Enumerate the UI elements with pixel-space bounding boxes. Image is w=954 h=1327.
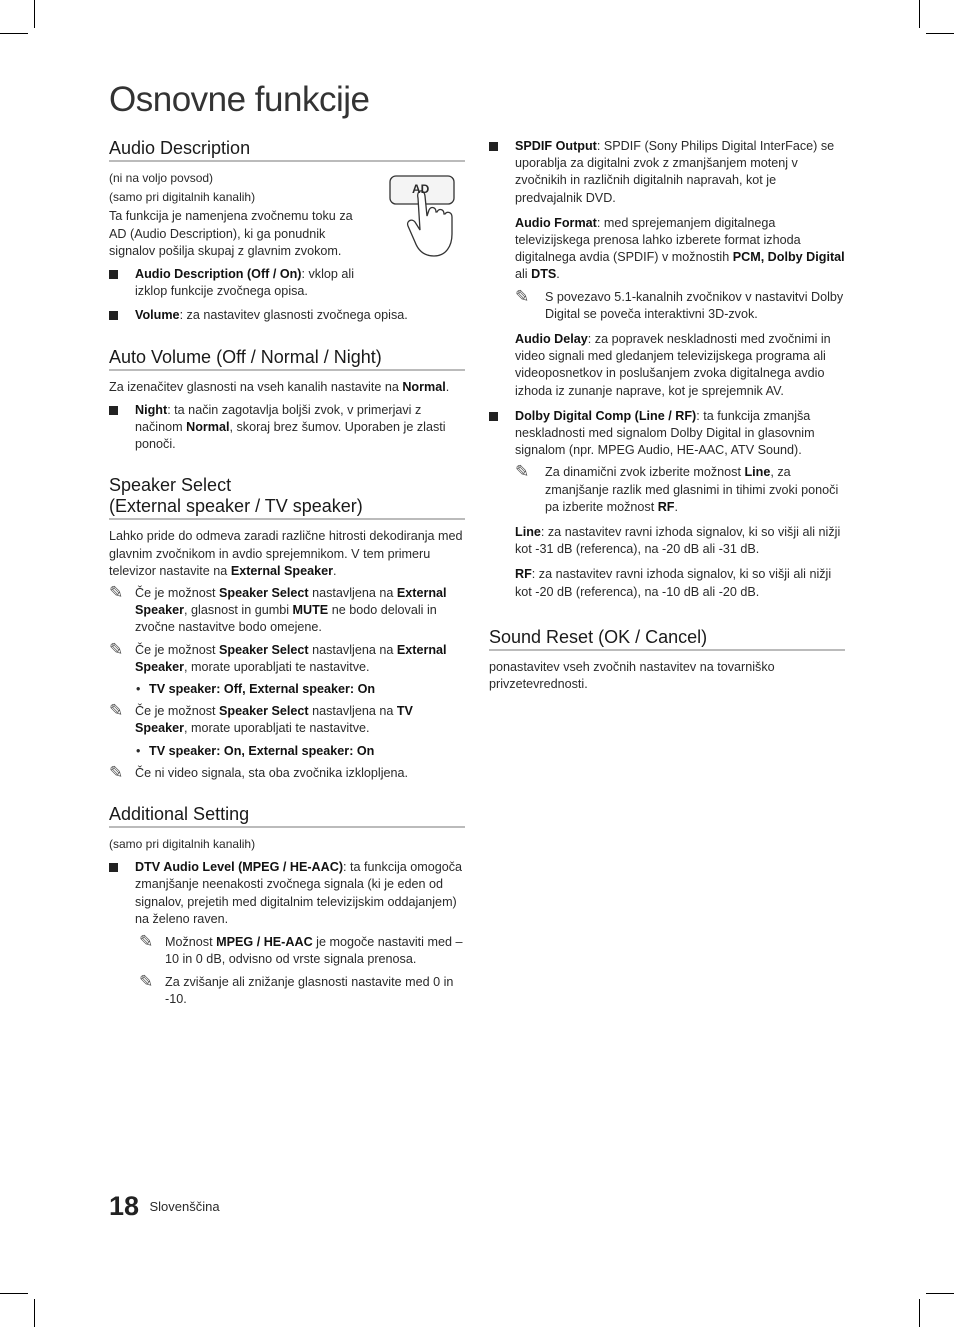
pencil-note-icon: ✎ [109,701,124,721]
list-item: Dolby Digital Comp (Line / RF): ta funkcija zmanjša neskladnosti med signalom Dolby Digital in glasovnim signalom (npr. MPEG Audio, HE-AAC, ATV Sound). [489,408,845,460]
dot-bullet-icon: • [136,682,141,697]
crop-mark [0,1293,28,1294]
square-bullet-icon [489,412,498,421]
option-label: Volume [135,308,180,323]
option-text: : za nastavitev glasnosti zvočnega opisa. [179,308,408,323]
page-number: 18 [109,1191,140,1221]
crop-mark [919,0,920,28]
note-item: ✎ S povezavo 5.1-kanalnih zvočnikov v nastavitvi Dolby Digital se poveča interaktivni 3D-zvok. [515,286,844,321]
digital-only-note: (samo pri digitalnih kanalih) [109,837,256,852]
list-item [109,307,465,324]
section-heading-additional-setting: Additional Setting [109,804,465,828]
list-item [109,266,375,300]
crop-mark [926,33,954,34]
section-heading-speaker-select [109,475,465,520]
note-item: ✎ Za dinamični zvok izberite možnost Line, za zmanjšanje razlik med glasnimi in tihimi zvoki ponoči pa izberite možnost RF. [515,462,839,514]
crop-mark [919,1299,920,1327]
left-column [109,138,465,1008]
option-text: : vklop ali izklop funkcije zvočnega opisa. [135,267,355,299]
heading-line: Speaker Select [109,475,232,496]
option-label: Audio Description (Off / On) [135,267,302,282]
heading-line: (External speaker / TV speaker) [109,496,363,517]
list-item: SPDIF Output: SPDIF (Sony Philips Digital InterFace) se uporablja za digitalni zvok z zmanjšanjem motenj v zvočnikih in različnih digitalnih napravah, kot je predvajalnik DVD. [489,138,845,207]
note-item: ✎ Če je možnost Speaker Select nastavljena na External Speaker, morate uporabljati te nastavitve. [109,639,447,674]
list-item: DTV Audio Level (MPEG / HE-AAC): ta funkcija omogoča zmanjšanje neenakosti zvočnega signala (ki je eden od signalov, prejetih med digitalnim televizijskim oddajanjem) na želeno raven. [109,859,465,928]
list-item: Night: ta način zagotavlja boljši zvok, v primerjavi z načinom Normal, skoraj brez šumov. Uporaben je zlasti ponoči. [109,402,465,454]
paragraph: Ta funkcija je namenjena zvočnemu toku za AD (Audio Description), ki ga ponudnik signalov pošilja skupaj z glavnim zvokom. [109,209,353,258]
sub-paragraph: Line: za nastavitev ravni izhoda signalov, ki so višji ali nižji kot -31 dB (referenca), na -20 dB ali -31 dB. [515,525,841,557]
paragraph: Lahko pride do odmeva zaradi različne hitrosti dekodiranja med glavnim zvočnikom in avdio sprejemnikom. V tem primeru televizor nastavite na External Speaker. [109,529,463,578]
section-heading-auto-volume: Auto Volume (Off / Normal / Night) [109,347,465,371]
page-footer [109,1191,220,1222]
sub-paragraph: Audio Delay: za popravek neskladnosti med zvočnimi in video signali med gledanjem televizijskega programa ali videoposnetkov in poslušanjem zvoka digitalnega avdio izhoda iz zunanje naprave, kot je sprejemnik AV. [515,332,831,398]
crop-mark [926,1293,954,1294]
language-label: Slovenščina [149,1199,220,1214]
section-heading-sound-reset: Sound Reset (OK / Cancel) [489,627,845,651]
pencil-note-icon: ✎ [139,971,154,991]
sub-bullet-item: • TV speaker: On, External speaker: On [109,743,465,760]
crop-mark [34,0,35,28]
note-item: ✎ Za zvišanje ali znižanje glasnosti nastavite med 0 in -10. [139,971,454,1006]
square-bullet-icon [109,270,118,279]
square-bullet-icon [109,863,118,872]
square-bullet-icon [109,406,118,415]
dot-bullet-icon: • [136,743,141,758]
crop-mark [34,1299,35,1327]
pencil-note-icon: ✎ [139,932,154,952]
paragraph: Za izenačitev glasnosti na vseh kanalih nastavite na Normal. [109,379,450,394]
paragraph: ponastavitev vseh zvočnih nastavitev na tovarniško privzetevrednosti. [489,659,775,692]
pencil-note-icon: ✎ [109,583,124,603]
note-item: ✎ Če je možnost Speaker Select nastavljena na External Speaker, glasnost in gumbi MUTE ne bodo delovali in zvočne nastavitve bodo omejene. [109,583,447,635]
pencil-note-icon: ✎ [515,462,530,482]
section-heading-audio-description: Audio Description [109,138,465,162]
digital-only-note: (samo pri digitalnih kanalih) [109,190,256,205]
availability-note: (ni na voljo povsod) [109,171,214,185]
pencil-note-icon: ✎ [515,286,530,306]
square-bullet-icon [489,142,498,151]
square-bullet-icon [109,311,118,320]
pencil-note-icon: ✎ [109,762,124,782]
sub-paragraph: Audio Format: med sprejemanjem digitalnega televizijskega prenosa lahko izberete format izhoda digitalnega avdia (SPDIF) v možnostih PCM, Dolby Digital ali DTS. [515,215,845,282]
note-item: ✎ Če je možnost Speaker Select nastavljena na TV Speaker, morate uporabljati te nastavitve. [109,701,413,736]
right-column [489,138,845,693]
pencil-note-icon: ✎ [109,639,124,659]
note-item: ✎ Možnost MPEG / HE-AAC je mogoče nastaviti med –10 in 0 dB, odvisno od vrste signala prenosa. [139,932,463,967]
page-title: Osnovne funkcije [109,80,370,119]
crop-mark [0,33,28,34]
ad-button-label: AD [412,182,430,196]
note-item: ✎ Če ni video signala, sta oba zvočnika izklopljena. [109,762,409,782]
sub-paragraph: RF: za nastavitev ravni izhoda signalov, ki so višji ali nižji kot -20 dB (referenca), na -10 dB ali -20 dB. [515,567,832,599]
sub-bullet-item: • TV speaker: Off, External speaker: On [109,681,465,698]
